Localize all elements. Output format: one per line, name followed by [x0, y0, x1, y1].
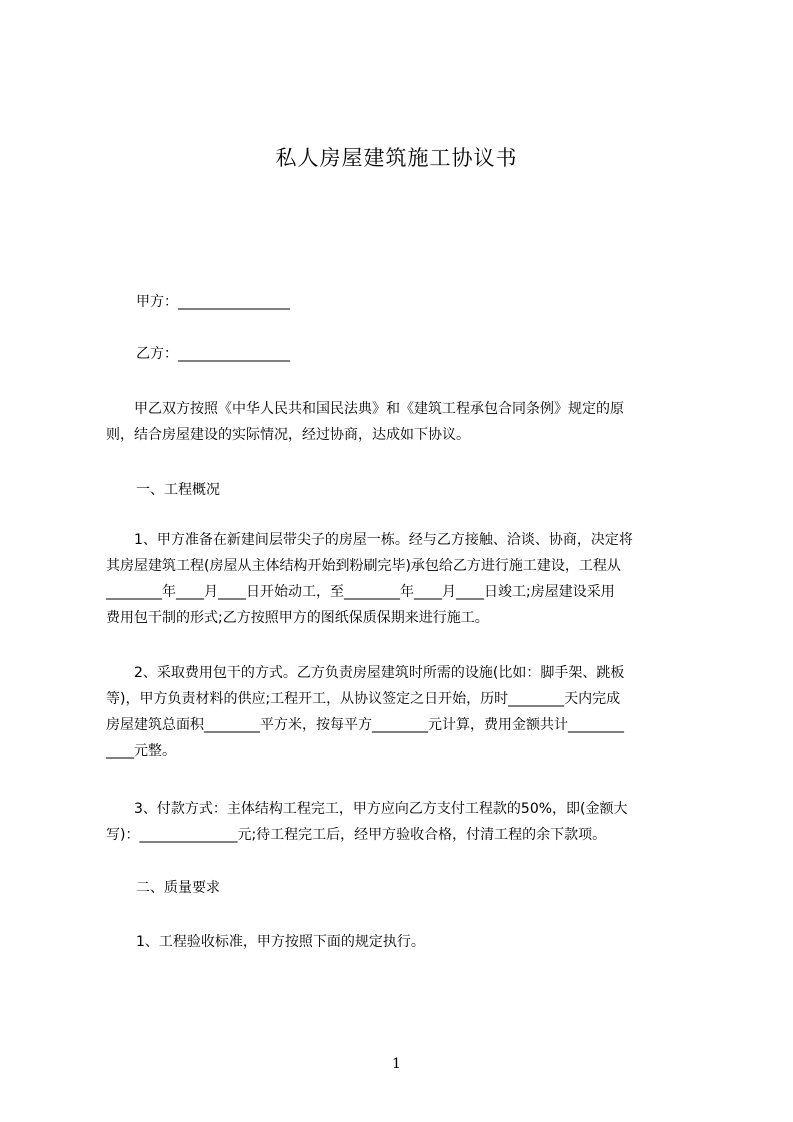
page-number: 1 [392, 1056, 401, 1072]
item-2-row-4: ____元整。 [106, 743, 176, 759]
item-2-paragraph [106, 660, 710, 764]
item-3-paragraph [106, 796, 710, 848]
intro-row-2: 则，结合房屋建设的实际情况，经过协商，达成如下协议。 [106, 427, 470, 443]
section-1-heading: 一、工程概况 [136, 482, 220, 498]
document-title: 私人房屋建筑施工协议书 [275, 146, 518, 170]
item-1-row-2: 其房屋建筑工程(房屋从主体结构开始到粉刷完毕)承包给乙方进行施工建设，工程从 [106, 558, 621, 574]
item-4-line: 1、工程验收标准，甲方按照下面的规定执行。 [136, 934, 425, 950]
party-a-line: 甲方：________________ [136, 294, 290, 310]
item-2-row-3: 房屋建筑总面积________平方米，按每平方________元计算，费用金额共计________ [106, 717, 624, 733]
item-1-row-1: 1、甲方准备在新建间层带尖子的房屋一栋。经与乙方接触、洽谈、协商，决定将 [134, 532, 633, 548]
item-3-row-2: 写)：______________元;待工程完工后，经甲方验收合格，付清工程的余下款项。 [106, 827, 607, 843]
item-3-row-1: 3、付款方式：主体结构工程完工，甲方应向乙方支付工程款的50%，即(金额大 [134, 801, 628, 817]
party-b-line: 乙方：________________ [136, 346, 290, 362]
section-2-heading: 二、质量要求 [136, 880, 220, 896]
intro-row-1: 甲乙双方按照《中华人民共和国民法典》和《建筑工程承包合同条例》规定的原 [134, 401, 624, 417]
item-1-row-4: 费用包干制的形式;乙方按照甲方的图纸保质保期来进行施工。 [106, 610, 489, 626]
item-2-row-2: 等)，甲方负责材料的供应;工程开工，从协议签定之日开始，历时________天内完成 [106, 691, 621, 707]
item-2-row-1: 2、采取费用包干的方式。乙方负责房屋建筑时所需的设施(比如：脚手架、跳板 [134, 665, 625, 681]
item-1-row-3: ________年____月____日开始动工，至________年____月____日竣工;房屋建设采用 [106, 584, 615, 600]
intro-paragraph [106, 396, 710, 448]
item-1-paragraph [106, 527, 710, 631]
